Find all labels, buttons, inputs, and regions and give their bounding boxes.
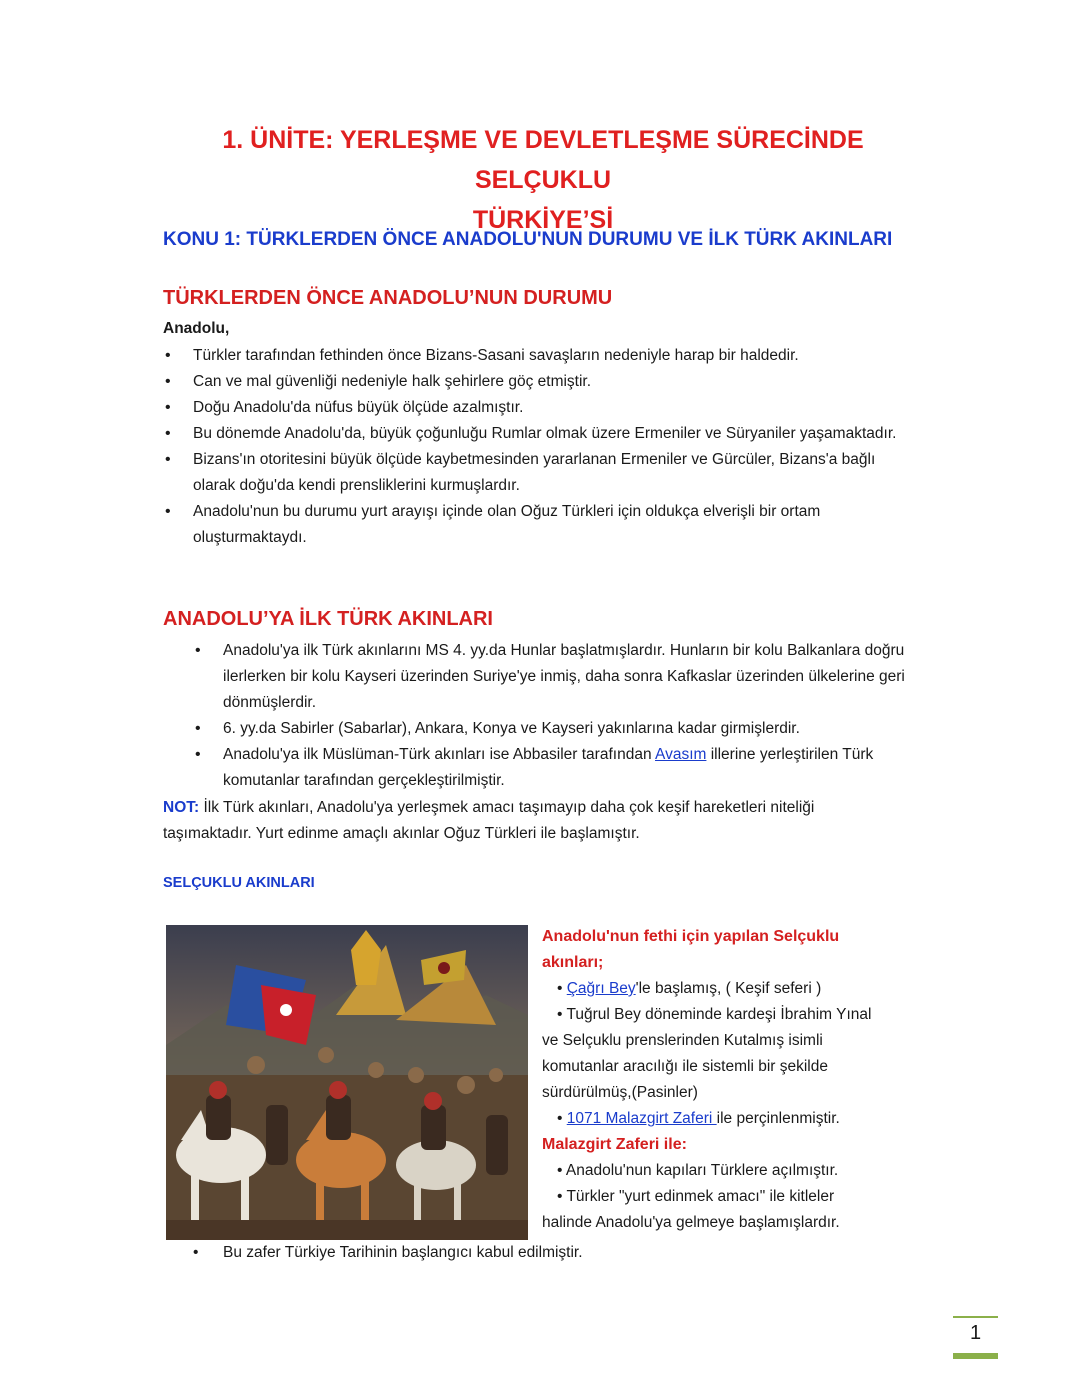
list-item — [542, 1184, 887, 1236]
section2-heading: ANADOLU’YA İLK TÜRK AKINLARI — [163, 608, 493, 630]
text-fragment: ile perçinlenmiştir. — [716, 1110, 840, 1127]
text-fragment: illerine yerleştirilen Türk komutanlar tarafından gerçekleştirilmiştir. — [223, 746, 874, 789]
list-item: • Türkler tarafından fethinden önce Bizans-Sasani savaşların nedeniyle harap bir haldedir. — [163, 343, 898, 369]
list-item: • Bu dönemde Anadolu'da, büyük çoğunluğu Rumlar olmak üzere Ermeniler ve Süryaniler yaşamaktadır. — [163, 421, 898, 447]
list-item: • Bizans'ın otoritesini büyük ölçüde kaybetmesinden yararlanan Ermeniler ve Gürcüler, Bizans'a bağlı olarak doğu'da kendi prensliklerini kurmuşlardır. — [163, 447, 898, 499]
list-item: • Anadolu'ya ilk Türk akınlarını MS 4. yy.da Hunlar başlatmışlardır. Hunların bir kolu Balkanlara doğru ilerlerken bir kolu Kayseri üzerinden Suriye'ye inmiş, daha sonra Kafkaslar üzerinden ülkelerine geri dönmüşlerdir. — [193, 638, 913, 716]
list-item — [193, 742, 913, 794]
bullet-icon: • — [557, 980, 567, 997]
bullet-icon: • — [557, 1006, 567, 1023]
text-fragment: Anadolu'ya ilk Müslüman-Türk akınları ise Abbasiler tarafından — [223, 746, 656, 763]
note-paragraph — [163, 795, 903, 847]
section1-heading: TÜRKLERDEN ÖNCE ANADOLU’NUN DURUMU — [163, 287, 613, 309]
text-fragment: Bu zafer Türkiye Tarihinin başlangıcı kabul edilmiştir. — [223, 1244, 583, 1261]
bullet-icon: • — [557, 1110, 567, 1127]
list-item: • 6. yy.da Sabirler (Sabarlar), Ankara, Konya ve Kayseri yakınlarına kadar girmişlerdir. — [193, 716, 913, 742]
avasim-link[interactable]: Avasım — [655, 746, 707, 763]
fetih-heading: Anadolu'nun fethi için yapılan Selçuklu akınları; — [542, 928, 840, 971]
section1-list — [163, 343, 898, 551]
note-label: NOT: — [163, 799, 200, 816]
page-number-top-bar — [953, 1316, 998, 1318]
text-fragment: Anadolu'nun kapıları Türklere açılmıştır. — [565, 1162, 839, 1179]
section3-heading: SELÇUKLU AKINLARI — [163, 875, 315, 891]
malazgirt-heading: Malazgirt Zaferi ile: — [542, 1136, 687, 1153]
section2-list — [193, 638, 913, 794]
bullet-icon: • — [557, 1162, 566, 1179]
note-text: İlk Türk akınları, Anadolu'ya yerleşmek amacı taşımayıp daha çok keşif hareketleri niteliği taşımaktadır. Yurt edinme amaçlı akınlar Oğuz Türkleri ile başlamıştır. — [163, 799, 815, 842]
final-bullet — [193, 1240, 583, 1266]
bullet-icon: • — [557, 1188, 567, 1205]
list-item — [542, 1106, 887, 1132]
topic-heading: KONU 1: TÜRKLERDEN ÖNCE ANADOLU'NUN DURUMU VE İLK TÜRK AKINLARI — [163, 229, 893, 250]
text-fragment: 'le başlamış, ( Keşif seferi ) — [635, 980, 822, 997]
list-item: • Anadolu'nun bu durumu yurt arayışı içinde olan Oğuz Türkleri için oldukça elverişli bir ortam oluşturmaktaydı. — [163, 499, 898, 551]
list-item — [542, 976, 887, 1002]
page-number-bottom-bar — [953, 1353, 998, 1359]
list-item — [542, 1158, 887, 1184]
section1-intro: Anadolu, — [163, 320, 230, 337]
page-number: 1 — [969, 1322, 982, 1344]
page-number-box — [953, 1316, 998, 1358]
unit-title — [163, 120, 923, 240]
list-item: • Doğu Anadolu'da nüfus büyük ölçüde azalmıştır. — [163, 395, 898, 421]
selcuklu-akinlari-column — [542, 924, 887, 1236]
list-item: • Can ve mal güvenliği nedeniyle halk şehirlere göç etmiştir. — [163, 369, 898, 395]
battle-painting-image — [166, 925, 528, 1240]
list-item — [542, 1002, 887, 1106]
malazgirt-link[interactable]: 1071 Malazgirt Zaferi — [566, 1110, 717, 1127]
unit-title-line1: 1. ÜNİTE: YERLEŞME VE DEVLETLEŞME SÜRECİNDE SELÇUKLU — [222, 126, 864, 194]
unit-title-line2: TÜRKİYE’Sİ — [472, 206, 614, 234]
text-fragment: Tuğrul Bey döneminde kardeşi İbrahim Yınal ve Selçuklu prenslerinden Kutalmış isimli komutanlar aracılığı ile sistemli bir şekilde sürdürülmüş,(Pasinler) — [542, 1006, 872, 1101]
text-fragment: Türkler "yurt edinmek amacı" ile kitleler halinde Anadolu'ya gelmeye başlamışlardır. — [542, 1188, 840, 1231]
cagri-bey-link[interactable]: Çağrı Bey — [566, 980, 636, 997]
